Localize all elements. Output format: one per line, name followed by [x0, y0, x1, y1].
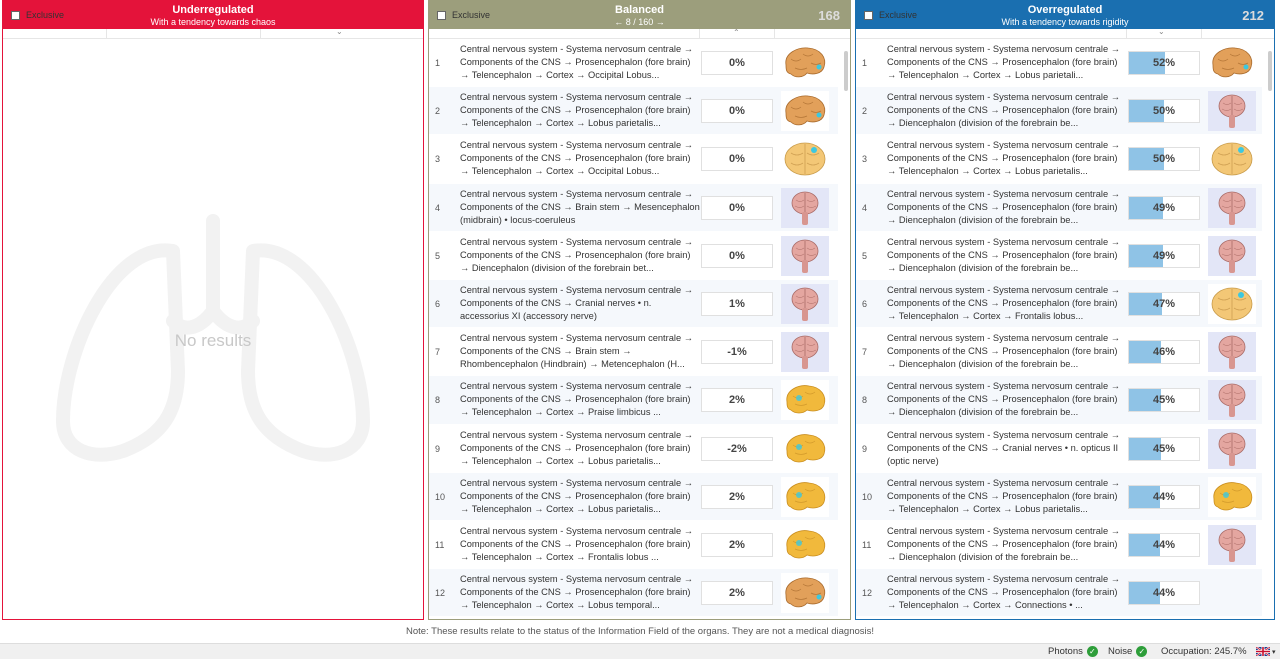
sort-up-icon[interactable]: ⌃ [733, 28, 740, 37]
result-row[interactable] [856, 521, 1262, 569]
result-row[interactable] [429, 425, 838, 473]
result-row[interactable] [429, 521, 838, 569]
result-row[interactable] [856, 184, 1262, 232]
percentage-value [1128, 340, 1200, 364]
percentage-text: 47% [1152, 297, 1176, 310]
percentage-value [1128, 196, 1200, 220]
language-flag-icon[interactable] [1256, 647, 1276, 656]
organ-path: Central nervous system - Systema nervosum centrale → Components of the CNS → Prosencephalon (fore brain) → Diencephalon (division of the forebrain be... [887, 333, 1121, 370]
panel-header [429, 1, 850, 29]
organ-thumbnail[interactable] [781, 573, 829, 613]
organ-thumbnail[interactable] [781, 236, 829, 276]
result-row[interactable] [856, 425, 1262, 473]
row-number: 10 [435, 491, 446, 502]
percentage-text: 50% [1152, 105, 1176, 118]
organ-thumbnail[interactable] [1208, 429, 1256, 469]
percentage-text: 45% [1152, 394, 1176, 407]
checkbox-box[interactable] [437, 11, 446, 20]
organ-thumbnail[interactable] [781, 477, 829, 517]
percentage-text: 44% [1152, 490, 1176, 503]
row-number: 5 [862, 250, 868, 261]
organ-thumbnail[interactable] [781, 332, 829, 372]
percentage-text: -1% [727, 346, 747, 359]
organ-path: Central nervous system - Systema nervosum centrale → Components of the CNS → Prosencephalon (fore brain) → Diencephalon (division of the forebrain be... [887, 188, 1121, 225]
result-row[interactable] [429, 328, 838, 376]
organ-thumbnail[interactable] [781, 188, 829, 228]
checkbox-box[interactable] [864, 11, 873, 20]
column-header [856, 29, 1274, 39]
percentage-value [1128, 581, 1200, 605]
row-number: 8 [435, 395, 441, 406]
result-row[interactable] [429, 473, 838, 521]
result-row[interactable] [429, 569, 838, 617]
panel-header [3, 1, 423, 29]
panel-header [856, 1, 1274, 29]
sort-down-icon[interactable]: ⌄ [1158, 27, 1165, 36]
row-number: 7 [862, 347, 868, 358]
percentage-text: 2% [729, 587, 745, 600]
noise-label: Noise [1108, 646, 1133, 657]
exclusive-label: Exclusive [26, 10, 65, 20]
organ-path: Central nervous system - Systema nervosum centrale → Components of the CNS → Prosencephalon (fore brain) → Telencephalon → Cortex → Occipital Lobus... [460, 44, 694, 80]
panel-title: Underregulated [172, 4, 254, 16]
percentage-text: 45% [1152, 442, 1176, 455]
occupation-status [1161, 646, 1247, 657]
percentage-value [1128, 485, 1200, 509]
percentage-value [1128, 244, 1200, 268]
chevron-down-icon: ▾ [1272, 648, 1276, 656]
percentage-value [1128, 437, 1200, 461]
row-number: 12 [435, 588, 446, 599]
occupation-value: Occupation: 245.7% [1161, 646, 1247, 657]
percentage-value [701, 388, 773, 412]
organ-path: Central nervous system - Systema nervosum centrale → Components of the CNS → Brain stem → Rhombencephalon (Hindbrain) → Metencephalon (H... [460, 333, 694, 370]
result-row[interactable] [856, 39, 1262, 87]
check-icon: ✓ [1136, 646, 1147, 657]
panel-title: Overregulated [1027, 4, 1103, 16]
row-number: 4 [862, 202, 868, 213]
percentage-text: 0% [729, 201, 745, 214]
organ-thumbnail[interactable] [781, 525, 829, 565]
organ-path: Central nervous system - Systema nervosum centrale → Components of the CNS → Prosencephalon (fore brain) → Telencephalon → Cortex → Lobus parietalis... [460, 429, 694, 466]
percentage-text: 2% [729, 394, 745, 407]
row-number: 4 [435, 202, 441, 213]
organ-thumbnail[interactable] [1208, 284, 1256, 324]
percentage-text: 49% [1152, 249, 1176, 262]
organ-path: Central nervous system - Systema nervosum centrale → Components of the CNS → Cranial nerves • n. opticus II (optic nerve) [887, 429, 1121, 466]
check-icon: ✓ [1087, 646, 1098, 657]
organ-thumbnail[interactable] [1208, 43, 1256, 83]
percentage-value [1128, 533, 1200, 557]
percentage-text: 50% [1152, 153, 1176, 166]
organ-path: Central nervous system - Systema nervosum centrale → Components of the CNS → Prosencephalon (fore brain) → Diencephalon (division of the forebrain be... [887, 381, 1121, 418]
organ-thumbnail[interactable] [1208, 139, 1256, 179]
percentage-value [701, 292, 773, 316]
exclusive-checkbox[interactable] [11, 10, 64, 20]
result-row[interactable] [429, 135, 838, 183]
organ-thumbnail[interactable] [1208, 332, 1256, 372]
result-row[interactable] [856, 232, 1262, 280]
organ-thumbnail[interactable] [781, 139, 829, 179]
row-number: 1 [435, 58, 441, 68]
exclusive-checkbox[interactable] [437, 10, 490, 20]
panel-overregulated [855, 0, 1275, 620]
percentage-text: 2% [729, 490, 745, 503]
organ-thumbnail[interactable] [1208, 236, 1256, 276]
percentage-value [701, 437, 773, 461]
percentage-value [701, 581, 773, 605]
row-number: 10 [862, 491, 873, 502]
disclaimer-note: Note: These results relate to the status of the Information Field of the organs. They are not a medical diagnosis! [405, 626, 875, 637]
result-row[interactable] [856, 328, 1262, 376]
exclusive-label: Exclusive [452, 10, 491, 20]
percentage-text: 52% [1152, 57, 1176, 69]
result-row[interactable] [429, 280, 838, 328]
result-row[interactable] [429, 87, 838, 135]
organ-thumbnail[interactable] [781, 429, 829, 469]
organ-path: Central nervous system - Systema nervosum centrale → Components of the CNS → Cranial nerves • n. accessorius XI (accessory nerve) [460, 284, 694, 321]
result-count: 212 [1242, 8, 1264, 23]
result-row[interactable] [856, 569, 1262, 617]
row-number: 5 [435, 250, 441, 261]
organ-thumbnail[interactable] [1208, 380, 1256, 420]
row-number: 1 [862, 58, 868, 68]
organ-path: Central nervous system - Systema nervosum centrale → Components of the CNS → Prosencephalon (fore brain) → Telencephalon → Cortex → Frontalis lobus ... [460, 525, 694, 562]
percentage-text: 2% [729, 538, 745, 551]
organ-thumbnail[interactable] [1208, 477, 1256, 517]
organ-path: Central nervous system - Systema nervosum centrale → Components of the CNS → Prosencephalon (fore brain) → Telencephalon → Cortex → Lobus parietali... [887, 44, 1121, 80]
checkbox-box[interactable] [11, 11, 20, 20]
organ-path: Central nervous system - Systema nervosum centrale → Components of the CNS → Prosencephalon (fore brain) → Telencephalon → Cortex → Occipital Lobus... [460, 140, 694, 177]
row-number: 11 [862, 539, 872, 550]
result-row[interactable] [856, 135, 1262, 183]
organ-path: Central nervous system - Systema nervosum centrale → Components of the CNS → Prosencephalon (fore brain) → Telencephalon → Cortex → Praise limbicus ... [460, 381, 694, 418]
percentage-value [1128, 147, 1200, 171]
panel-subtitle: With a tendency towards rigidity [1001, 17, 1129, 27]
organ-thumbnail[interactable] [1208, 525, 1256, 565]
organ-path: Central nervous system - Systema nervosum centrale → Components of the CNS → Prosencephalon (fore brain) → Telencephalon → Cortex → Lobus temporal... [460, 574, 694, 611]
row-number: 6 [435, 298, 441, 309]
result-row[interactable] [429, 232, 838, 280]
organ-path: Central nervous system - Systema nervosum centrale → Components of the CNS → Brain stem → Mesencephalon (midbrain) • locus-coeruleus [460, 188, 700, 225]
row-number: 9 [862, 443, 868, 454]
scrollbar[interactable] [1268, 51, 1272, 91]
result-list [429, 39, 838, 619]
row-number: 3 [862, 154, 868, 165]
organ-path: Central nervous system - Systema nervosum centrale → Components of the CNS → Prosencephalon (fore brain) → Telencephalon → Cortex → Connections • ... [887, 574, 1121, 611]
result-count: 168 [818, 8, 840, 23]
percentage-text: -2% [727, 442, 747, 455]
organ-thumbnail[interactable] [781, 43, 829, 83]
panel-underregulated [2, 0, 424, 620]
organ-path: Central nervous system - Systema nervosum centrale → Components of the CNS → Prosencephalon (fore brain) → Diencephalon (division of the forebrain bet... [460, 236, 694, 273]
row-number: 2 [435, 106, 441, 117]
row-number: 7 [435, 347, 441, 358]
row-number: 3 [435, 154, 441, 165]
row-number: 9 [435, 443, 441, 454]
exclusive-label: Exclusive [879, 10, 918, 20]
scrollbar[interactable] [844, 51, 848, 91]
result-row[interactable] [429, 376, 838, 424]
organ-path: Central nervous system - Systema nervosum centrale → Components of the CNS → Prosencephalon (fore brain) → Diencephalon (division of the forebrain be... [887, 236, 1121, 273]
result-row[interactable] [856, 473, 1262, 521]
panel-subtitle: With a tendency towards chaos [150, 17, 276, 27]
row-number: 12 [862, 588, 873, 599]
percentage-value [701, 99, 773, 123]
percentage-value [701, 196, 773, 220]
organ-path: Central nervous system - Systema nervosum centrale → Components of the CNS → Prosencephalon (fore brain) → Telencephalon → Cortex → Lobus parietalis... [460, 92, 694, 129]
organ-thumbnail[interactable] [781, 380, 829, 420]
result-row[interactable] [856, 87, 1262, 135]
row-number: 2 [862, 106, 868, 117]
row-number: 8 [862, 395, 868, 406]
percentage-value [701, 147, 773, 171]
organ-path: Central nervous system - Systema nervosum centrale → Components of the CNS → Prosencephalon (fore brain) → Telencephalon → Cortex → Lobus parietalis... [887, 477, 1121, 514]
result-row[interactable] [856, 280, 1262, 328]
organ-thumbnail[interactable] [781, 91, 829, 131]
percentage-text: 44% [1152, 538, 1176, 551]
status-bar [0, 643, 1280, 659]
percentage-text: 0% [729, 249, 745, 262]
organ-thumbnail[interactable] [1208, 91, 1256, 131]
column-header [429, 29, 850, 39]
organ-thumbnail[interactable] [781, 284, 829, 324]
percentage-value [1128, 99, 1200, 123]
organ-path: Central nervous system - Systema nervosum centrale → Components of the CNS → Prosencephalon (fore brain) → Telencephalon → Cortex → Lobus parietalis... [887, 140, 1121, 177]
percentage-text: 1% [729, 297, 745, 310]
sort-down-icon[interactable]: ⌄ [336, 27, 343, 36]
percentage-text: 49% [1152, 201, 1176, 214]
no-results-text: No results [174, 331, 252, 350]
result-row[interactable] [429, 39, 838, 87]
photons-label: Photons [1048, 646, 1083, 657]
percentage-text: 46% [1152, 346, 1176, 359]
percentage-value [701, 485, 773, 509]
percentage-text: 44% [1152, 587, 1176, 600]
percentage-value [701, 51, 773, 75]
percentage-text: 0% [729, 153, 745, 166]
percentage-value [701, 340, 773, 364]
pager[interactable]: ← 8 / 160 → [614, 17, 665, 27]
percentage-text: 0% [729, 105, 745, 118]
result-list [856, 39, 1262, 619]
organ-path: Central nervous system - Systema nervosum centrale → Components of the CNS → Prosencephalon (fore brain) → Diencephalon (division of the forebrain be... [887, 92, 1121, 129]
noise-status[interactable] [1108, 646, 1147, 657]
photons-status[interactable] [1048, 646, 1098, 657]
panel-title: Balanced [615, 4, 664, 16]
row-number: 6 [862, 298, 868, 309]
percentage-text: 0% [729, 57, 745, 69]
panel-balanced [428, 0, 851, 620]
organ-path: Central nervous system - Systema nervosum centrale → Components of the CNS → Prosencephalon (fore brain) → Telencephalon → Cortex → Frontalis lobus... [887, 284, 1121, 321]
percentage-value [1128, 388, 1200, 412]
percentage-value [1128, 51, 1200, 75]
empty-state [3, 41, 423, 619]
result-row[interactable] [429, 184, 838, 232]
organ-path: Central nervous system - Systema nervosum centrale → Components of the CNS → Prosencephalon (fore brain) → Telencephalon → Cortex → Lobus parietalis... [460, 477, 694, 514]
percentage-value [1128, 292, 1200, 316]
column-header [3, 29, 423, 39]
organ-thumbnail[interactable] [1208, 188, 1256, 228]
organ-path: Central nervous system - Systema nervosum centrale → Components of the CNS → Prosencephalon (fore brain) → Diencephalon (division of the forebrain be... [887, 525, 1121, 562]
percentage-value [701, 533, 773, 557]
percentage-value [701, 244, 773, 268]
exclusive-checkbox[interactable] [864, 10, 917, 20]
row-number: 11 [435, 539, 445, 550]
result-row[interactable] [856, 376, 1262, 424]
